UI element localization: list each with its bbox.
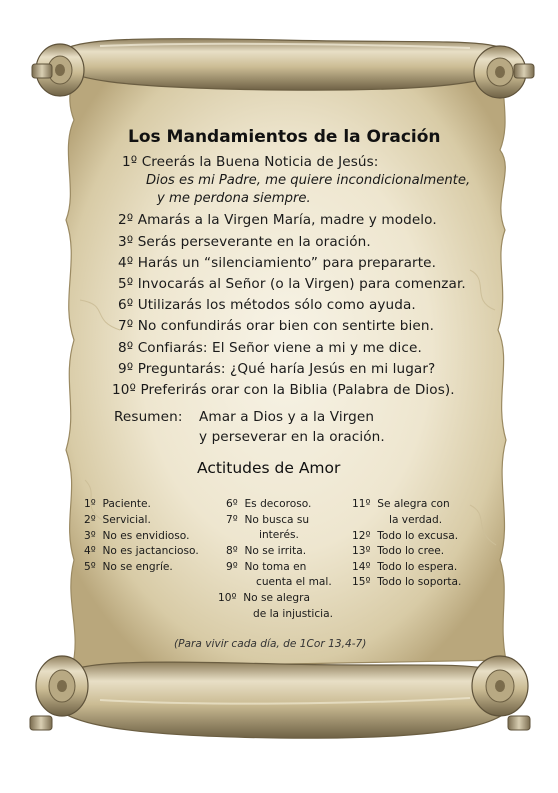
attitude-12: 12º Todo lo excusa. — [352, 530, 459, 542]
commandment-9: 9º Preguntarás: ¿Qué haría Jesús en mi lugar? — [118, 361, 436, 377]
attitude-5: 5º No se engríe. — [84, 561, 173, 573]
attitude-8: 8º No se irrita. — [226, 545, 307, 557]
attitude-3: 3º No es envidioso. — [84, 530, 190, 542]
attitude-15: 15º Todo lo soporta. — [352, 576, 462, 588]
attitude-10-cont: de la injusticia. — [253, 608, 333, 620]
attitude-6: 6º Es decoroso. — [226, 498, 312, 510]
attitude-7-cont: interés. — [259, 529, 299, 541]
commandment-1-quote-line-1: Dios es mi Padre, me quiere incondicionalmente, — [146, 173, 471, 188]
commandment-2: 2º Amarás a la Virgen María, madre y modelo. — [118, 212, 437, 228]
commandment-8: 8º Confiarás: El Señor viene a mi y me dice. — [118, 340, 422, 356]
section-subtitle: Actitudes de Amor — [197, 459, 341, 477]
commandment-1-quote-line-2: y me perdona siempre. — [157, 191, 311, 206]
commandment-7: 7º No confundirás orar bien con sentirte bien. — [118, 318, 435, 334]
summary-line-1: Amar a Dios y a la Virgen — [199, 409, 375, 425]
attitude-1: 1º Paciente. — [84, 498, 151, 510]
commandment-6: 6º Utilizarás los métodos sólo como ayuda. — [118, 297, 416, 313]
attitude-10: 10º No se alegra — [218, 592, 310, 604]
attitude-7: 7º No busca su — [226, 514, 310, 526]
page-title: Los Mandamientos de la Oración — [128, 127, 441, 147]
attitude-2: 2º Servicial. — [84, 514, 151, 526]
summary-label: Resumen: — [114, 409, 183, 425]
attitude-14: 14º Todo lo espera. — [352, 561, 458, 573]
attitude-9-cont: cuenta el mal. — [256, 576, 332, 588]
summary-line-2: y perseverar en la oración. — [199, 429, 385, 445]
commandment-4: 4º Harás un “silenciamiento” para prepararte. — [118, 255, 437, 271]
attitude-13: 13º Todo lo cree. — [352, 545, 445, 557]
attitude-11-cont: la verdad. — [389, 514, 443, 526]
bible-reference: (Para vivir cada día, de 1Cor 13,4-7) — [174, 638, 367, 650]
attitude-9: 9º No toma en — [226, 561, 307, 573]
commandment-5: 5º Invocarás al Señor (o la Virgen) para comenzar. — [118, 276, 466, 292]
attitude-11: 11º Se alegra con — [352, 498, 450, 510]
commandment-10: 10º Preferirás orar con la Biblia (Palabra de Dios). — [112, 382, 455, 398]
attitude-4: 4º No es jactancioso. — [84, 545, 199, 557]
commandment-1: 1º Creerás la Buena Noticia de Jesús: — [122, 154, 379, 170]
commandment-3: 3º Serás perseverante en la oración. — [118, 234, 371, 250]
